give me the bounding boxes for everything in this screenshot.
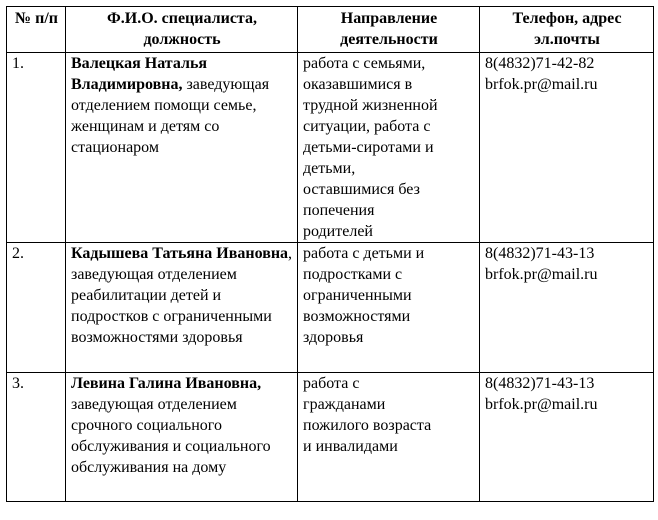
header-name: Ф.И.О. специалиста, должность (66, 7, 298, 53)
email-address: brfok.pr@mail.ru (485, 266, 598, 283)
specialist-name: Валецкая Наталья Владимировна, (71, 55, 208, 93)
specialist-cell (66, 53, 298, 243)
contact-cell (480, 373, 654, 502)
table-row (7, 373, 654, 502)
row-number: 3. (7, 373, 66, 502)
table-header-row (7, 7, 654, 53)
header-direction: Направление деятельности (298, 7, 480, 53)
contact-cell (480, 243, 654, 373)
phone-number: 8(4832)71-43-13 (485, 245, 595, 262)
specialist-position: заведующая отделением срочного социального обслуживания и социального обслуживания на дому (71, 396, 271, 476)
direction-cell: работа с гражданами пожилого возраста и инвалидами (298, 373, 480, 502)
specialist-cell (66, 373, 298, 502)
specialist-position: заведующая отделением помощи семье, женщинам и детям со стационаром (71, 76, 270, 156)
header-num: № п/п (7, 7, 66, 53)
email-address: brfok.pr@mail.ru (485, 396, 598, 413)
phone-number: 8(4832)71-43-13 (485, 375, 595, 392)
specialists-table (6, 6, 654, 502)
specialist-cell (66, 243, 298, 373)
phone-number: 8(4832)71-42-82 (485, 55, 595, 72)
contact-cell (480, 53, 654, 243)
row-number: 2. (7, 243, 66, 373)
table-row (7, 53, 654, 243)
specialist-name: Левина Галина Ивановна, (71, 375, 262, 392)
email-address: brfok.pr@mail.ru (485, 76, 598, 93)
header-contact: Телефон, адрес эл.почты (480, 7, 654, 53)
direction-cell: работа с детьми и подростками с ограниченными возможностями здоровья (298, 243, 480, 373)
table-row (7, 243, 654, 373)
specialist-name: Кадышева Татьяна Ивановна (71, 245, 289, 262)
row-number: 1. (7, 53, 66, 243)
direction-cell: работа с семьями, оказавшимися в трудной жизненной ситуации, работа с детьми-сиротами и детьми, оставшимися без попечения родителей (298, 53, 480, 243)
specialist-position: , заведующая отделением реабилитации детей и подростков с ограниченными возможностями здоровья (71, 245, 293, 346)
